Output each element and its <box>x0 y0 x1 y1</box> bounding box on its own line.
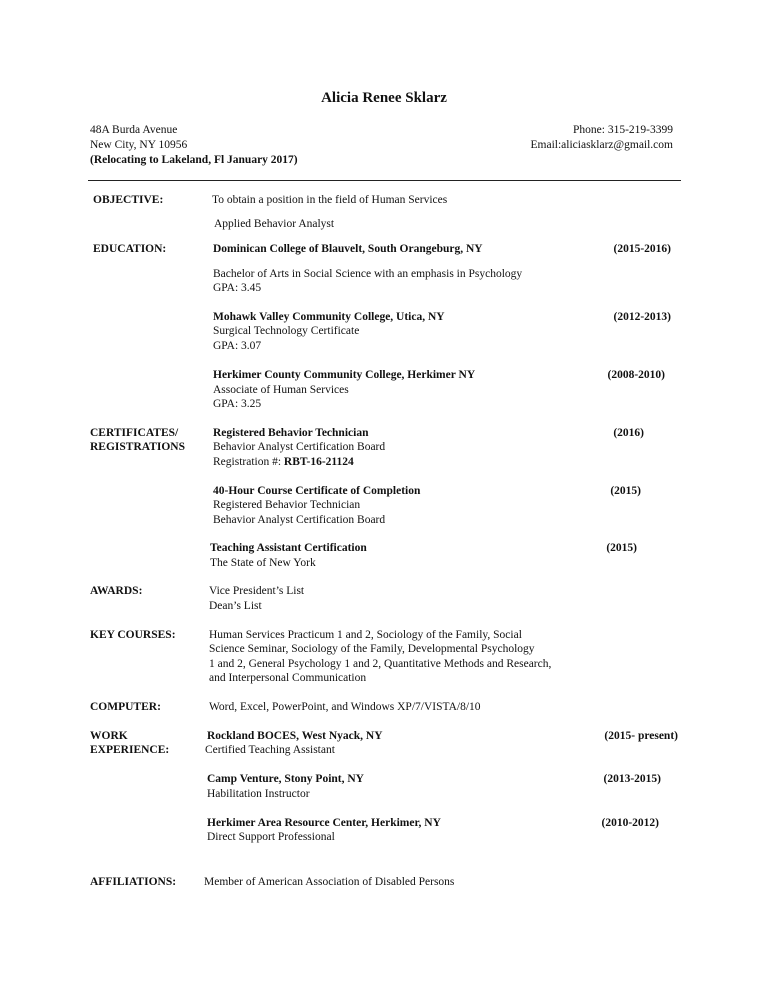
certificate-title: 40-Hour Course Certificate of Completion <box>213 485 421 497</box>
work-dates: (2015- present) <box>604 730 678 742</box>
certificate-issuer: Behavior Analyst Certification Board <box>213 514 386 526</box>
education-gpa: GPA: 3.45 <box>213 282 262 294</box>
objective-line-2: Applied Behavior Analyst <box>214 218 335 230</box>
certificate-dates: (2015) <box>610 485 641 497</box>
relocating-note: (Relocating to Lakeland, Fl January 2017) <box>90 154 298 166</box>
work-role: Direct Support Professional <box>207 831 335 843</box>
key-courses-label: KEY COURSES: <box>90 629 176 641</box>
certificate-issuer: Behavior Analyst Certification Board <box>213 441 386 453</box>
experience-label: EXPERIENCE: <box>90 744 170 756</box>
certificate-title: Registered Behavior Technician <box>213 427 369 439</box>
award-item: Vice President’s List <box>209 585 305 597</box>
education-school: Mohawk Valley Community College, Utica, NY <box>213 311 445 323</box>
email[interactable]: Email:aliciasklarz@gmail.com <box>530 139 673 151</box>
objective-line-1: To obtain a position in the field of Human Services <box>212 194 448 206</box>
objective-label: OBJECTIVE: <box>93 194 164 206</box>
header-divider <box>88 180 681 181</box>
work-role: Certified Teaching Assistant <box>205 744 335 756</box>
registration-number <box>213 455 354 470</box>
key-courses-line: Science Seminar, Sociology of the Family, Developmental Psychology <box>209 643 535 655</box>
education-school: Herkimer County Community College, Herkimer NY <box>213 369 476 381</box>
work-role: Habilitation Instructor <box>207 788 310 800</box>
key-courses-line: 1 and 2, General Psychology 1 and 2, Quantitative Methods and Research, <box>209 658 552 670</box>
education-dates: (2008-2010) <box>607 369 665 381</box>
work-dates: (2010-2012) <box>601 817 659 829</box>
education-dates: (2012-2013) <box>613 311 671 323</box>
phone: Phone: 315-219-3399 <box>573 124 673 136</box>
award-item: Dean’s List <box>209 600 262 612</box>
address-line-2: New City, NY 10956 <box>90 139 188 151</box>
key-courses-line: and Interpersonal Communication <box>209 672 367 684</box>
key-courses-line: Human Services Practicum 1 and 2, Sociology of the Family, Social <box>209 629 522 641</box>
education-label: EDUCATION: <box>93 243 167 255</box>
certificates-label: CERTIFICATES/ <box>90 427 179 439</box>
registration-id: RBT-16-21124 <box>283 456 354 468</box>
education-detail: Associate of Human Services <box>213 384 349 396</box>
work-label: WORK <box>90 730 128 742</box>
certificate-dates: (2015) <box>606 542 637 554</box>
education-gpa: GPA: 3.07 <box>213 340 262 352</box>
work-employer: Rockland BOCES, West Nyack, NY <box>207 730 383 742</box>
affiliations-text: Member of American Association of Disabled Persons <box>204 876 455 888</box>
registrations-label: REGISTRATIONS <box>90 441 186 453</box>
work-dates: (2013-2015) <box>603 773 661 785</box>
resume-name: Alicia Renee Sklarz <box>321 90 447 106</box>
certificate-title: Teaching Assistant Certification <box>210 542 367 554</box>
address-line-1: 48A Burda Avenue <box>90 124 178 136</box>
certificate-issuer: The State of New York <box>210 557 316 569</box>
work-employer: Camp Venture, Stony Point, NY <box>207 773 364 785</box>
certificate-dates: (2016) <box>613 427 644 439</box>
registration-prefix: Registration #: <box>213 456 284 468</box>
work-employer: Herkimer Area Resource Center, Herkimer, NY <box>207 817 441 829</box>
affiliations-label: AFFILIATIONS: <box>90 876 177 888</box>
education-detail: Surgical Technology Certificate <box>213 325 360 337</box>
education-gpa: GPA: 3.25 <box>213 398 262 410</box>
education-detail: Bachelor of Arts in Social Science with an emphasis in Psychology <box>213 268 523 280</box>
awards-label: AWARDS: <box>90 585 143 597</box>
education-dates: (2015-2016) <box>613 243 671 255</box>
certificate-detail: Registered Behavior Technician <box>213 499 361 511</box>
education-school: Dominican College of Blauvelt, South Orangeburg, NY <box>213 243 483 255</box>
computer-skills: Word, Excel, PowerPoint, and Windows XP/7/VISTA/8/10 <box>209 701 481 713</box>
computer-label: COMPUTER: <box>90 701 161 713</box>
